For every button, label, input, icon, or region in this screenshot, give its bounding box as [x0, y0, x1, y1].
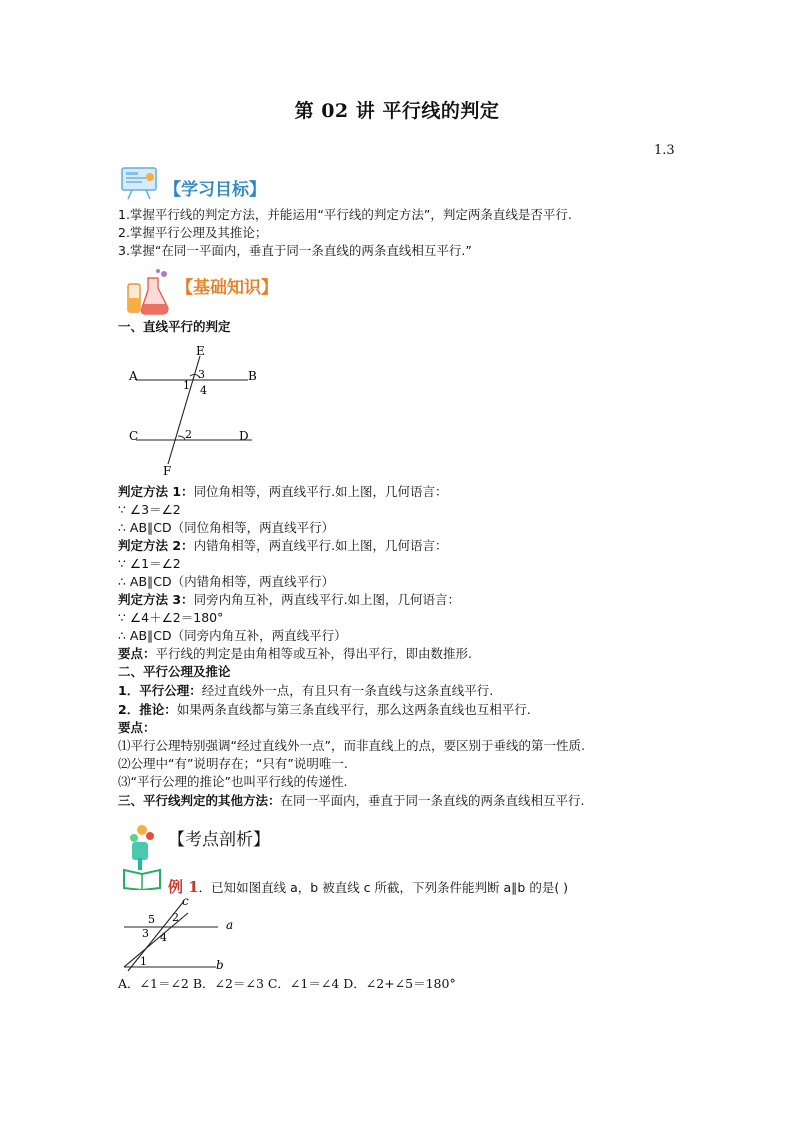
goal-2: 2.掌握平行公理及其推论；: [118, 225, 268, 240]
label-angle-2: 2: [185, 428, 192, 441]
method2-because: ∵ ∠1＝∠2: [118, 556, 181, 571]
figure-example1: [118, 895, 248, 975]
method3-head: 判定方法 3：: [118, 592, 194, 607]
method1-text: 同位角相等，两直线平行.如上图，几何语言：: [193, 484, 448, 499]
label-E: E: [196, 344, 205, 358]
method1-head: 判定方法 1：: [118, 484, 194, 499]
page-title: 第 02 讲 平行线的判定: [294, 100, 500, 122]
corollary-line: [118, 701, 531, 719]
method3-line: [118, 591, 460, 609]
label-angle-3: 3: [198, 368, 205, 381]
label-c: c: [182, 895, 189, 908]
label-angle-1: 1: [183, 379, 190, 392]
method2-line: [118, 537, 448, 555]
example1-question: ．已知如图直线 a，b 被直线 c 所截，下列条件能判断 a∥b 的是( ): [198, 880, 569, 895]
label-a: a: [226, 918, 234, 932]
method1-therefore: ∴ AB∥CD（同位角相等，两直线平行）: [118, 520, 335, 535]
method3-because: ∵ ∠4＋∠2＝180°: [118, 610, 224, 625]
part1-heading: 一、直线平行的判定: [118, 319, 231, 334]
method1-line: [118, 483, 448, 501]
figure-example1-svg: [118, 895, 248, 975]
part3-line: [118, 792, 585, 810]
part2-heading: 二、平行公理及推论: [118, 664, 231, 679]
label-n2: 2: [172, 911, 179, 924]
basics-heading: 【基础知识】: [176, 278, 278, 298]
figure-parallel-lines: [126, 342, 266, 478]
label-n5: 5: [148, 913, 155, 926]
date-label: 1.3: [654, 143, 675, 158]
method3-text: 同旁内角互补，两直线平行.如上图，几何语言：: [193, 592, 461, 607]
analysis-icon: [120, 822, 168, 890]
label-F: F: [163, 464, 172, 478]
note2-head: 要点：: [118, 720, 156, 735]
goal-1: 1.掌握平行线的判定方法，并能运用“平行线的判定方法”，判定两条直线是否平行.: [118, 207, 572, 222]
method3-therefore: ∴ AB∥CD（同旁内角互补，两直线平行）: [118, 628, 347, 643]
goal-3: 3.掌握“在同一平面内，垂直于同一条直线的两条直线相互平行.”: [118, 243, 472, 258]
label-n4: 4: [160, 931, 167, 944]
label-angle-4: 4: [200, 384, 207, 397]
example1-label: 例 1: [168, 878, 199, 896]
figure-parallel-lines-svg: [126, 342, 266, 478]
axiom-line: [118, 682, 493, 700]
note1-line: [118, 645, 472, 663]
method2-head: 判定方法 2：: [118, 538, 194, 553]
note2-item-1: ⑴平行公理特别强调“经过直线外一点”，而非直线上的点，要区别于垂线的第一性质.: [118, 738, 585, 753]
label-D: D: [239, 429, 249, 443]
label-B: B: [248, 369, 257, 383]
example1-options: A．∠1＝∠2 B．∠2＝∠3 C．∠1＝∠4 D．∠2+∠5＝180°: [118, 976, 456, 991]
note2-item-3: ⑶“平行公理的推论”也叫平行线的传递性.: [118, 774, 348, 789]
analysis-heading: 【考点剖析】: [168, 830, 270, 850]
label-n1: 1: [140, 955, 147, 968]
method1-because: ∵ ∠3＝∠2: [118, 502, 181, 517]
corollary-text: 如果两条直线都与第三条直线平行，那么这两条直线也互相平行.: [176, 702, 531, 717]
axiom-head: 1．平行公理：: [118, 683, 202, 698]
label-n3: 3: [142, 927, 149, 940]
method2-therefore: ∴ AB∥CD（内错角相等，两直线平行）: [118, 574, 335, 589]
part3-text: 在同一平面内，垂直于同一条直线的两条直线相互平行.: [280, 793, 585, 808]
note1-head: 要点：: [118, 646, 156, 661]
goals-icon: [118, 165, 162, 201]
flask-icon: [124, 268, 172, 316]
corollary-head: 2．推论：: [118, 702, 177, 717]
goals-heading: 【学习目标】: [164, 180, 266, 200]
method2-text: 内错角相等，两直线平行.如上图，几何语言：: [193, 538, 448, 553]
note1-text: 平行线的判定是由角相等或互补，得出平行，即由数推形.: [155, 646, 472, 661]
label-b: b: [216, 958, 224, 972]
label-C: C: [129, 429, 139, 443]
label-A: A: [129, 369, 138, 383]
part3-head: 三、平行线判定的其他方法：: [118, 793, 281, 808]
axiom-text: 经过直线外一点，有且只有一条直线与这条直线平行.: [201, 683, 494, 698]
note2-item-2: ⑵公理中“有”说明存在；“只有”说明唯一.: [118, 756, 348, 771]
